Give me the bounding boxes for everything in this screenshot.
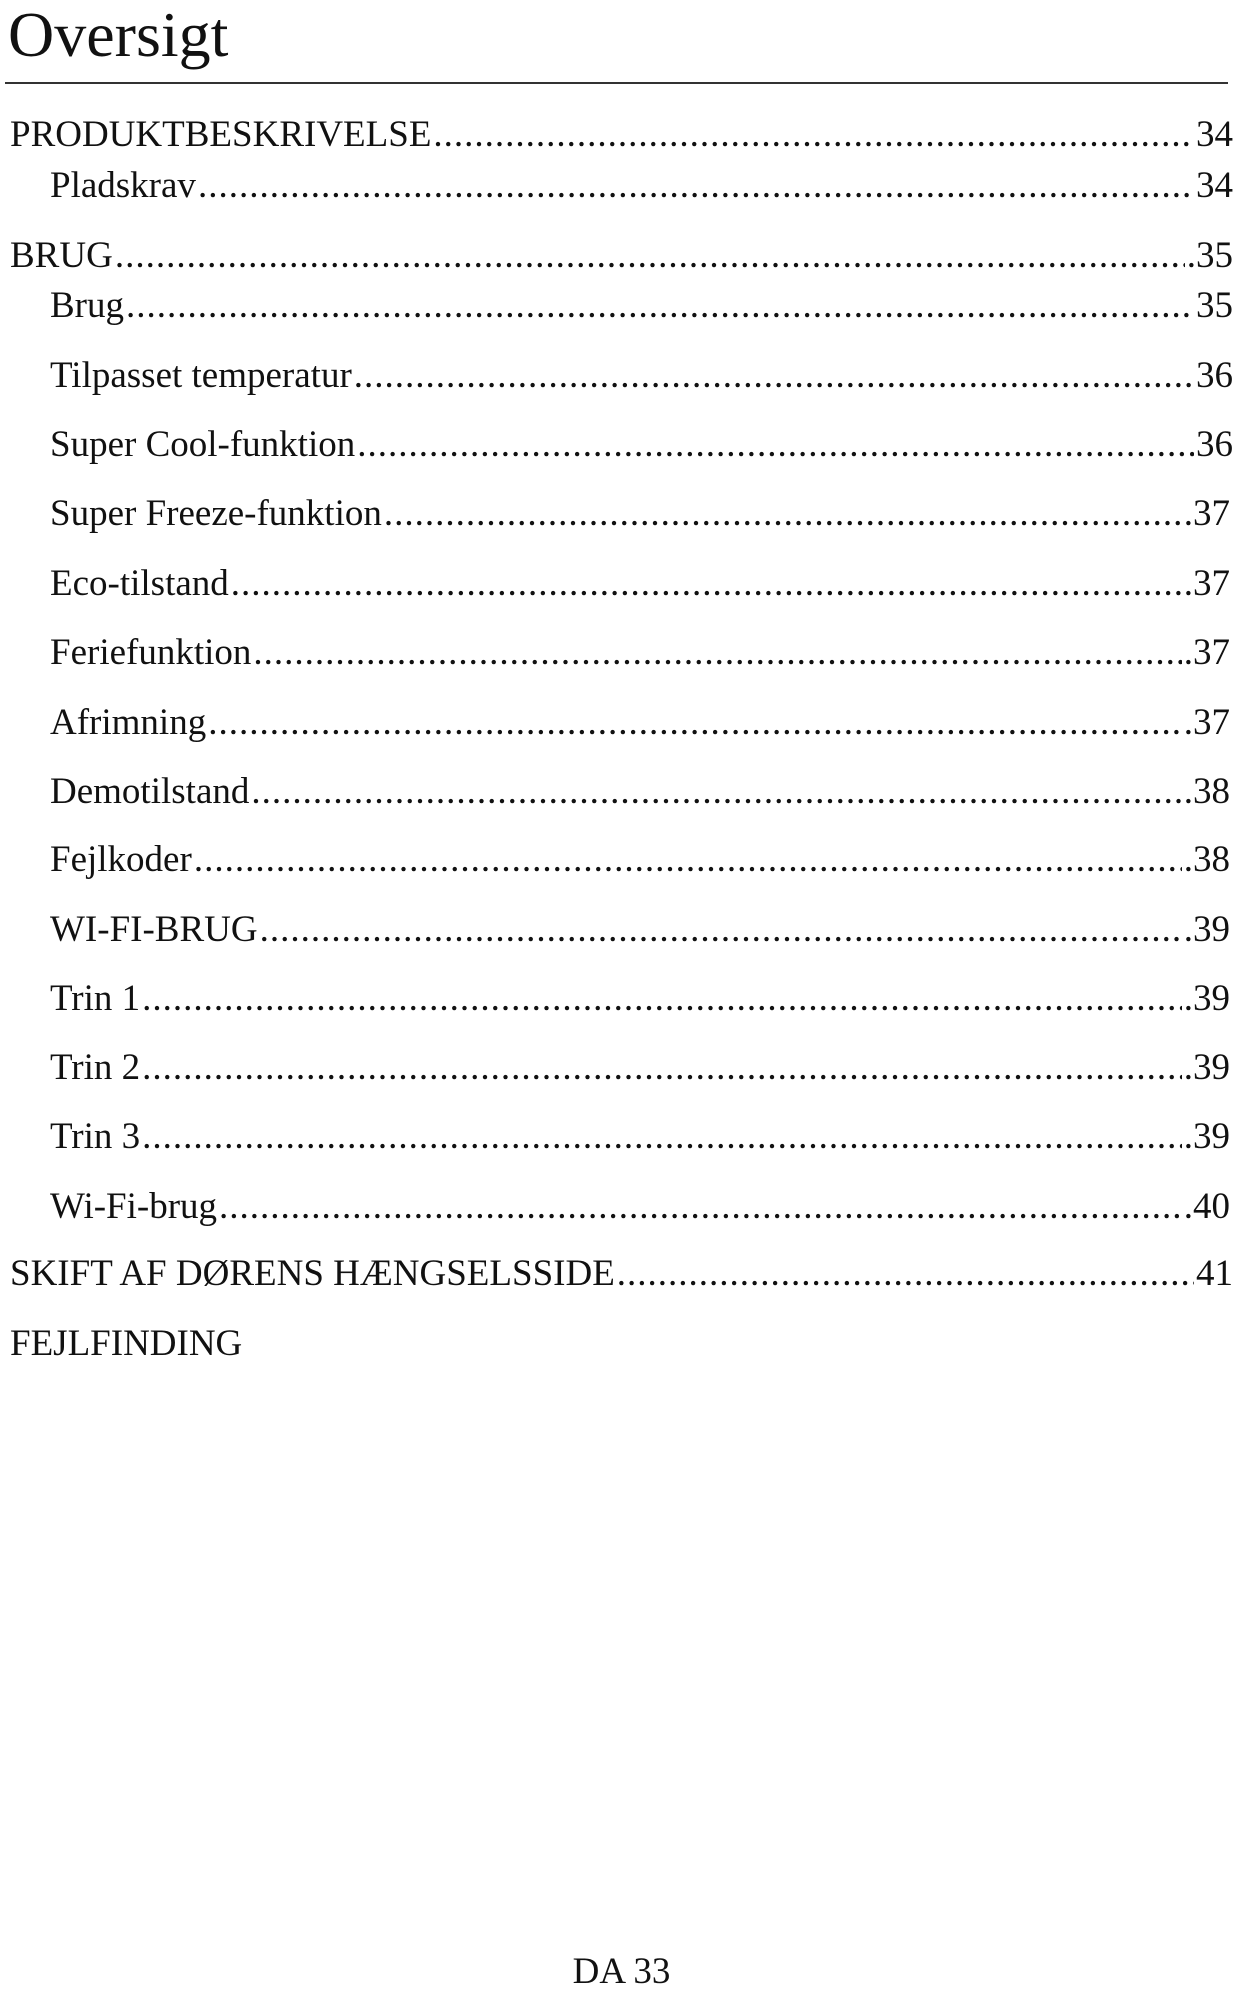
- dot-leader: [357, 423, 1194, 467]
- toc-entry-label: PRODUKTBESKRIVELSE: [10, 114, 432, 155]
- toc-entry-page: .39: [1183, 909, 1230, 950]
- toc-entry[interactable]: [10, 1322, 1233, 1366]
- toc-entry[interactable]: [50, 284, 1233, 328]
- toc-entry-label: Brug: [50, 285, 124, 326]
- toc-entry-page: .39: [1183, 978, 1230, 1019]
- toc-entry-label: Tilpasset temperatur: [50, 355, 352, 396]
- toc-entry[interactable]: [50, 701, 1230, 745]
- dot-leader: [115, 234, 1185, 278]
- toc-entry-label: Super Cool-funktion: [50, 424, 356, 465]
- dot-leader: [194, 838, 1182, 882]
- toc-entry-page: 34: [1196, 165, 1233, 206]
- toc-entry-page: .37: [1183, 702, 1230, 743]
- dot-leader: [253, 631, 1181, 675]
- toc-entry-page: 36: [1196, 424, 1233, 465]
- toc-entry-label: BRUG: [10, 235, 113, 276]
- page-title: Oversigt: [8, 0, 229, 70]
- toc-entry-label: Trin 1: [50, 978, 141, 1019]
- toc-entry[interactable]: [50, 1046, 1230, 1090]
- dot-leader: [251, 770, 1181, 814]
- toc-entry-page: .40: [1183, 1186, 1230, 1227]
- dot-leader: [142, 1046, 1182, 1090]
- toc-entry-page: 36: [1196, 355, 1233, 396]
- toc-entry-label: Trin 2: [50, 1047, 141, 1088]
- toc-entry-page: .37: [1183, 632, 1230, 673]
- dot-leader: [617, 1252, 1194, 1296]
- toc-entry-label: SKIFT AF DØRENS HÆNGSELSSIDE: [10, 1253, 615, 1294]
- toc-entry[interactable]: [50, 164, 1233, 208]
- toc-entry[interactable]: [50, 1185, 1230, 1229]
- dot-leader: [126, 284, 1194, 328]
- toc-entry-label: Demotilstand: [50, 771, 250, 812]
- toc-entry[interactable]: [50, 562, 1230, 606]
- dot-leader: [198, 164, 1194, 208]
- toc-entry[interactable]: [50, 908, 1230, 952]
- toc-entry[interactable]: [10, 1252, 1233, 1296]
- dot-leader: [219, 1185, 1182, 1229]
- toc-entry-page: .35: [1186, 235, 1233, 276]
- toc-entry[interactable]: [50, 423, 1233, 467]
- toc-entry-label: Eco-tilstand: [50, 563, 229, 604]
- toc-entry[interactable]: [50, 492, 1230, 536]
- toc-entry-label: FEJLFINDING: [10, 1323, 243, 1364]
- dot-leader: [208, 701, 1182, 745]
- toc-entry[interactable]: [50, 838, 1230, 882]
- toc-entry-page: 41: [1196, 1253, 1233, 1294]
- toc-entry-label: Fejlkoder: [50, 839, 192, 880]
- dot-leader: [231, 562, 1182, 606]
- title-rule: [5, 82, 1228, 84]
- toc-entry-page: .39: [1183, 1047, 1230, 1088]
- toc-entry-label: Feriefunktion: [50, 632, 252, 673]
- toc-entry[interactable]: [50, 770, 1230, 814]
- toc-entry-label: Super Freeze-funktion: [50, 493, 382, 534]
- toc-entry-page: .37: [1183, 563, 1230, 604]
- dot-leader: [433, 113, 1194, 157]
- toc-entry-label: Afrimning: [50, 702, 207, 743]
- toc-entry-page: .37: [1183, 493, 1230, 534]
- toc-entry-label: Trin 3: [50, 1116, 141, 1157]
- toc-entry[interactable]: [50, 1115, 1230, 1159]
- dot-leader: [354, 354, 1194, 398]
- dot-leader: [142, 1115, 1182, 1159]
- toc-entry[interactable]: [10, 234, 1233, 278]
- toc-entry-page: .39: [1183, 1116, 1230, 1157]
- dot-leader: [260, 908, 1182, 952]
- toc-entry-page: .38: [1183, 839, 1230, 880]
- toc-entry-label: Pladskrav: [50, 165, 196, 206]
- toc-entry-label: Wi-Fi-brug: [50, 1186, 218, 1227]
- toc-entry-page: 34: [1196, 114, 1233, 155]
- toc-entry-label: WI-FI-BRUG: [50, 909, 258, 950]
- toc-entry[interactable]: [50, 354, 1233, 398]
- toc-entry-page: 35: [1196, 285, 1233, 326]
- dot-leader: [142, 977, 1182, 1021]
- toc-entry[interactable]: [10, 113, 1233, 157]
- toc-entry[interactable]: [50, 977, 1230, 1021]
- dot-leader: [384, 492, 1182, 536]
- page-footer: DA 33: [572, 1951, 671, 1992]
- toc-entry[interactable]: [50, 631, 1230, 675]
- toc-entry-page: .38: [1183, 771, 1230, 812]
